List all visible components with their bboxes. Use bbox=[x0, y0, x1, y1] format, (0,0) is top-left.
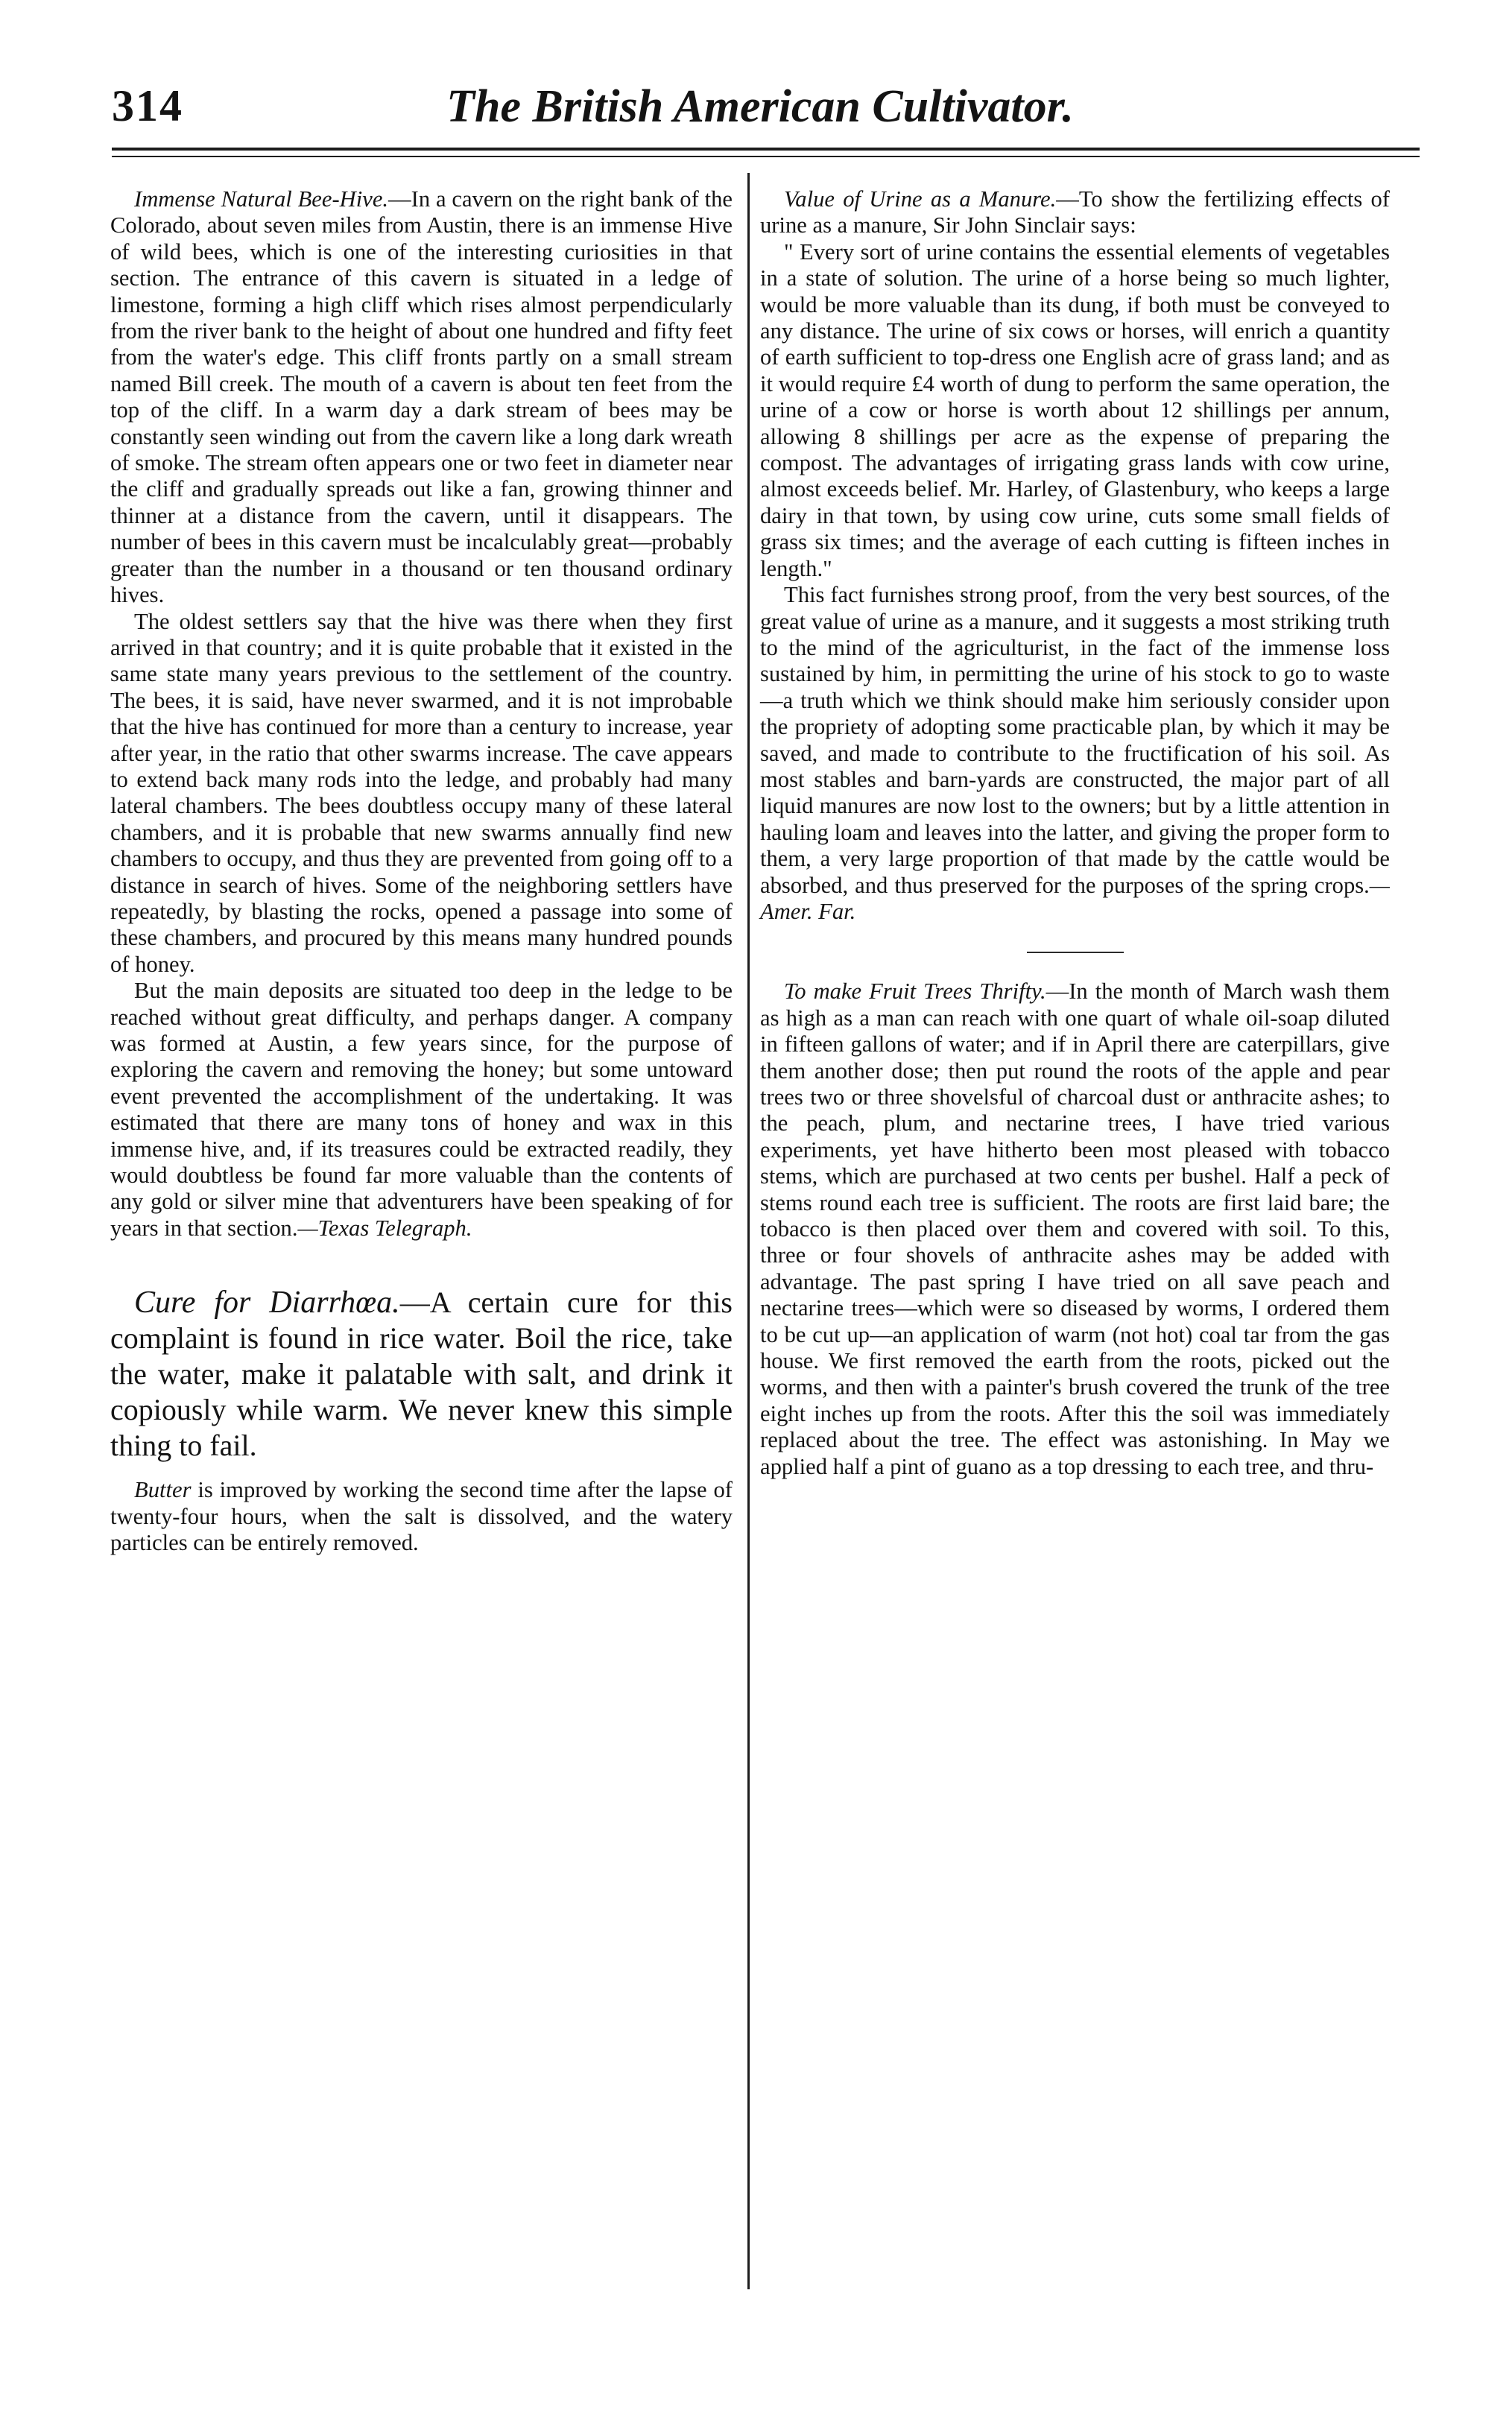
header-rule-thick bbox=[112, 148, 1420, 151]
article-title: Value of Urine as a Manure. bbox=[784, 186, 1057, 212]
article-paragraph bbox=[760, 978, 1390, 1480]
column-divider bbox=[747, 173, 750, 2289]
article-paragraph: The oldest settlers say that the hive was there when they first arrived in that country; and it is quite probable that it existed in the same state many years previous to the settlement of the country. The bees, it is said, have never swarmed, and it is not improbable that the hive has continued for more than a century to increase, year after year, in the ratio that other swarms increase. The cave appears to extend back many rods into the ledge, and probably had many lateral chambers. The bees doubtless occupy many of these lateral chambers, and it is probable that new swarms annually find new chambers to occupy, and thus they are prevented from going off to a distance in search of hives. Some of the neighboring settlers have repeatedly, by blasting the rocks, opened a passage into some of these chambers, and procured by this means many hundred pounds of honey. bbox=[110, 608, 733, 977]
article-butter bbox=[110, 1477, 733, 1556]
article-paragraph bbox=[110, 978, 733, 1242]
article-title: Immense Natural Bee-Hive. bbox=[134, 186, 389, 212]
article-text: —To show the fertilizing effects of urine as a manure, Sir John Sinclair says: bbox=[760, 186, 1390, 238]
article-paragraph bbox=[760, 186, 1390, 239]
left-column bbox=[110, 186, 733, 1556]
article-urine-manure bbox=[760, 186, 1390, 925]
article-paragraph bbox=[110, 186, 733, 609]
article-title: Cure for Diarrhœa. bbox=[134, 1286, 400, 1321]
section-divider bbox=[1027, 952, 1124, 953]
article-title: Butter bbox=[134, 1477, 192, 1503]
header-rule-thin bbox=[112, 156, 1420, 157]
article-fruit-trees bbox=[760, 978, 1390, 1480]
article-paragraph bbox=[110, 1477, 733, 1556]
article-paragraph bbox=[760, 582, 1390, 925]
article-bee-hive bbox=[110, 186, 733, 1242]
article-text: —In the month of March wash them as high as a man can reach with one quart of whale oil-soap diluted in fifteen gallons of water; and if in April there are caterpillars, give them another dose; then put round the roots of the apple and pear trees two or three shovelsful of charcoal dust or anthracite ashes; to the peach, plum, and nectarine trees, I have tried various experiments, yet have hitherto been most pleased with tobacco stems, which are purchased at two cents per bushel. Half a peck of stems round each tree is sufficient. The roots are first laid bare; the tobacco is then placed over them and covered with soil. To this, three or four shovels of anthracite ashes may be added with advantage. The past spring I have tried on all save peach and nectarine trees—which were so diseased by worms, I ordered them to be cut up—an application of warm (not hot) coal tar from the gas house. We first removed the earth from the roots, picked out the worms, and then with a painter's brush covered the trunk of the tree eight inches up from the roots. After this the soil was immediately replaced about the tree. The effect was astonishing. In May we applied half a pint of guano as a top dressing to each tree, and thru- bbox=[760, 978, 1390, 1479]
article-text: This fact furnishes strong proof, from the very best sources, of the great value of urine as a manure, and it suggests a most striking truth to the mind of the agriculturist, in the fact of the immense loss sustained by him, in permitting the urine of his stock to go to waste—a truth which we think should make him seriously consider upon the propriety of adopting some practicable plan, by which it may be saved, and made to contribute to the fructification of his soil. As most stables and barn-yards are constructed, the major part of all liquid manures are now lost to the owners; but by a little attention in hauling loam and leaves into the latter, and giving the proper form to them, a very large proportion of that made by the cattle would be absorbed, and thus preserved for the purposes of the spring crops. bbox=[760, 582, 1390, 898]
article-text: —A certain cure for this complaint is found in rice water. Boil the rice, take the water, make it palatable with salt, and drink it copiously while warm. We never knew this simple thing to fail. bbox=[110, 1286, 733, 1463]
article-quote: " Every sort of urine contains the essential elements of vegetables in a state of solution. The urine of a horse being so much lighter, would be more valuable than its dung, if both must be conveyed to any distance. The urine of six cows or horses, will enrich a quantity of earth sufficient to top-dress one English acre of grass land; and as it would require £4 worth of dung to perform the same operation, the urine of a cow or horse is worth about 12 shillings per annum, allowing 8 shillings per acre as the expense of preparing the compost. The advantages of irrigating grass lands with cow urine, almost exceeds belief. Mr. Harley, of Glastenbury, who keeps a large dairy in that town, by using cow urine, cuts some small fields of grass six times; and the average of each cutting is fifteen inches in length." bbox=[760, 238, 1390, 581]
article-source: —Amer. Far. bbox=[760, 872, 1390, 924]
page-header bbox=[97, 80, 1423, 140]
article-text: is improved by working the second time after the lapse of twenty-four hours, when the salt is dissolved, and the watery particles can be entirely removed. bbox=[110, 1477, 733, 1556]
article-paragraph bbox=[110, 1285, 733, 1464]
journal-title: The British American Cultivator. bbox=[446, 81, 1074, 132]
article-text: But the main deposits are situated too deep in the ledge to be reached without great difficulty, and perhaps danger. A company was formed at Austin, a few years since, for the purpose of exploring the cavern and removing the honey; but some untoward event prevented the accomplishment of the undertaking. It was estimated that there are many tons of honey and wax in this immense hive, and, if its treasures could be extracted readily, they would doubtless be found far more valuable than the contents of any gold or silver mine that adventurers have been speaking of for years in that section. bbox=[110, 978, 733, 1241]
section-spacer bbox=[110, 1242, 733, 1285]
article-text: —In a cavern on the right bank of the Colorado, about seven miles from Austin, there is an immense Hive of wild bees, which is one of the interesting curiosities in that section. The entrance of this cavern is situated in a ledge of limestone, forming a high cliff which rises almost perpendicularly from the river bank to the height of about one hundred and fifty feet from the water's edge. This cliff fronts partly on a small stream named Bill creek. The mouth of a cavern is about ten feet from the top of the cliff. In a warm day a dark stream of bees may be constantly seen winding out from the cavern like a long dark wreath of smoke. The stream often appears one or two feet in diameter near the cliff and gradually spreads out like a fan, growing thinner and thinner at a distance from the cavern, until it disappears. The number of bees in this cavern must be incalculably great—probably greater than the number in a thousand or ten thousand ordinary hives. bbox=[110, 186, 733, 608]
page-number: 314 bbox=[112, 81, 183, 130]
article-source: —Texas Telegraph. bbox=[297, 1215, 472, 1241]
article-diarrhoea-cure bbox=[110, 1285, 733, 1464]
right-column bbox=[760, 186, 1390, 1480]
article-title: To make Fruit Trees Thrifty. bbox=[784, 978, 1046, 1005]
